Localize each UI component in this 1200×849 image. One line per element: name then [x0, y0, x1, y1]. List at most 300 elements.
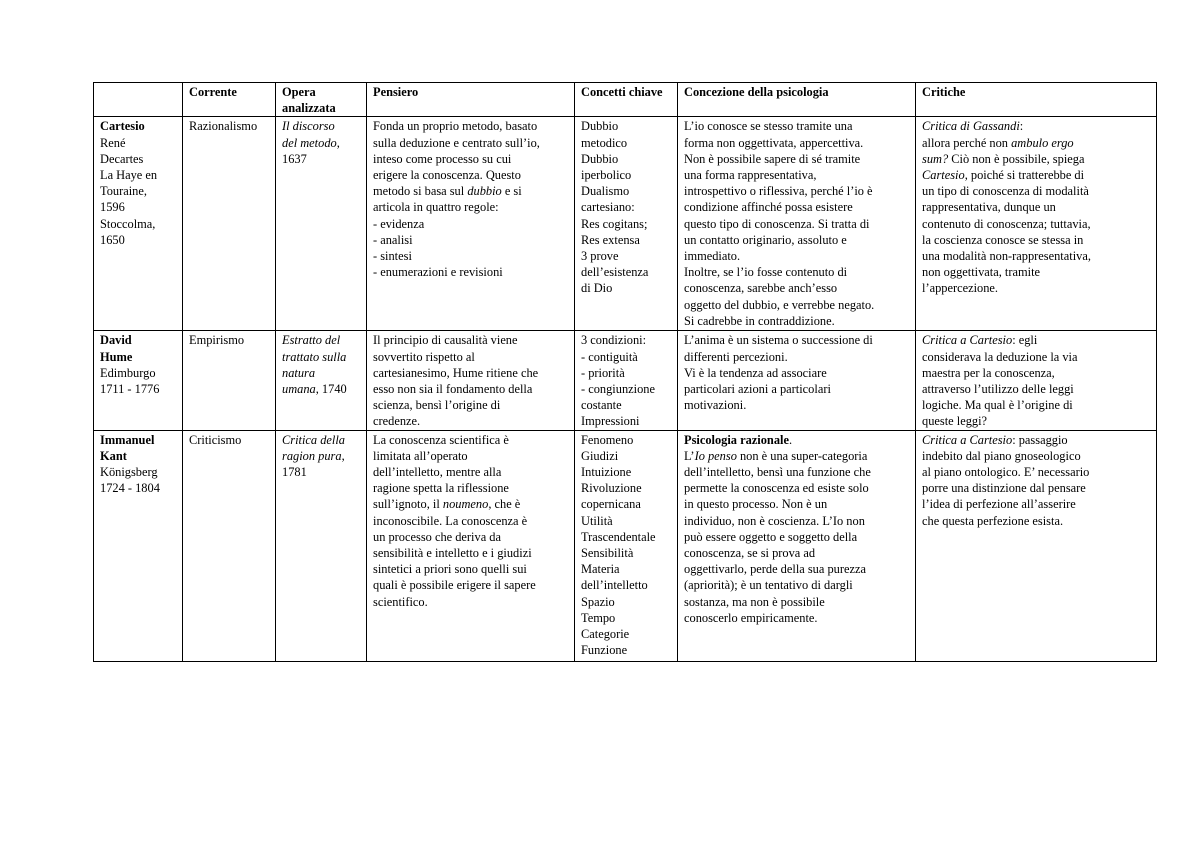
text-run: : egli	[1012, 333, 1038, 348]
text-line	[684, 151, 911, 167]
text-run: sull’ignoto, il	[373, 497, 443, 512]
text-run: un processo che deriva da	[373, 529, 501, 544]
text-run: di Dio	[581, 281, 613, 296]
text-line	[581, 280, 673, 296]
text-run: attraverso l’utilizzo delle leggi	[922, 382, 1074, 397]
text-line	[581, 365, 673, 381]
text-run: dell’esistenza	[581, 265, 649, 280]
text-run: L’	[684, 448, 695, 463]
text-run: - evidenza	[373, 216, 425, 231]
text-run: La conoscenza scientifica è	[373, 432, 509, 447]
text-line	[684, 199, 911, 215]
text-line	[684, 365, 911, 381]
text-run: Io penso	[694, 448, 737, 463]
text-line	[922, 432, 1152, 448]
text-run: scientifico.	[373, 594, 428, 609]
text-run: un contatto originario, assoluto e	[684, 232, 847, 247]
text-run: cartesiano:	[581, 200, 635, 215]
text-run: Criticismo	[189, 432, 242, 447]
text-line	[373, 365, 570, 381]
text-line	[684, 248, 911, 264]
text-line	[581, 610, 673, 626]
text-line	[922, 513, 1152, 529]
text-line	[922, 248, 1152, 264]
text-line	[922, 464, 1152, 480]
text-line	[373, 264, 570, 280]
text-line	[922, 413, 1152, 429]
text-run: Res cogitans;	[581, 216, 648, 231]
text-run: sovvertito rispetto al	[373, 349, 475, 364]
text-run: Impressioni	[581, 414, 640, 429]
text-run: L’anima è un sistema o successione di	[684, 333, 873, 348]
text-line	[684, 496, 911, 512]
text-run: differenti percezioni.	[684, 349, 788, 364]
text-run: ,	[336, 135, 340, 150]
text-line	[581, 642, 673, 658]
text-run: motivazioni.	[684, 398, 747, 413]
table-row	[94, 430, 1157, 661]
text-run: :	[1019, 119, 1024, 134]
text-run: René	[100, 135, 126, 150]
text-line	[684, 297, 911, 313]
text-line	[684, 448, 911, 464]
text-line	[581, 448, 673, 464]
text-run: Cartesio	[100, 119, 145, 134]
text-run: Hume	[100, 349, 133, 364]
text-run: natura	[282, 365, 316, 380]
text-line	[581, 199, 673, 215]
text-run: esso non sia il fondamento della	[373, 382, 533, 397]
text-line	[581, 135, 673, 151]
text-line	[373, 480, 570, 496]
text-run: - analisi	[373, 232, 413, 247]
text-run: Empirismo	[189, 333, 245, 348]
text-run: considerava la deduzione la via	[922, 349, 1078, 364]
text-run: erigere la conoscenza. Questo	[373, 168, 521, 183]
text-run: conoscenza, sarebbe anch’esso	[684, 281, 838, 296]
text-line	[373, 248, 570, 264]
text-run: limitata all’operato	[373, 448, 468, 463]
text-line	[189, 432, 271, 448]
text-line	[922, 397, 1152, 413]
text-run: dell’intelletto, bensì una funzione che	[684, 465, 871, 480]
text-run: che questa perfezione esista.	[922, 513, 1064, 528]
text-run: Non è possibile sapere di sé tramite	[684, 151, 861, 166]
text-run: Dubbio	[581, 119, 619, 134]
text-run: L’io conosce se stesso tramite una	[684, 119, 853, 134]
text-line	[581, 118, 673, 134]
text-line	[922, 264, 1152, 280]
text-line	[922, 496, 1152, 512]
text-line	[100, 365, 178, 381]
text-run: Intuizione	[581, 465, 632, 480]
text-line	[581, 381, 673, 397]
text-line	[100, 480, 178, 496]
text-run: ragion pura	[282, 448, 342, 463]
text-run: 3 condizioni:	[581, 333, 647, 348]
text-line	[100, 381, 178, 397]
text-line	[373, 135, 570, 151]
cell-concetti	[575, 331, 678, 430]
text-run: ambulo ergo	[1011, 135, 1074, 150]
cell-psicologia	[678, 331, 916, 430]
text-line	[100, 135, 178, 151]
cell-critiche	[916, 117, 1157, 331]
text-run: logiche. Ma qual è l’origine di	[922, 398, 1073, 413]
text-line	[922, 135, 1152, 151]
text-line	[373, 496, 570, 512]
text-line	[373, 561, 570, 577]
text-run: inteso come processo su cui	[373, 151, 512, 166]
text-line	[373, 413, 570, 429]
text-run: Ciò non è possibile, spiega	[948, 151, 1085, 166]
text-line	[100, 349, 178, 365]
text-run: rappresentativa, dunque un	[922, 200, 1056, 215]
text-run: in questo processo. Non è un	[684, 497, 828, 512]
text-run: dell’intelletto	[581, 578, 648, 593]
text-line	[922, 151, 1152, 167]
text-line	[581, 561, 673, 577]
text-line	[581, 413, 673, 429]
text-line	[922, 167, 1152, 183]
text-line	[581, 480, 673, 496]
cell-concetti	[575, 117, 678, 331]
text-run: Cartesio	[922, 168, 965, 183]
text-line	[373, 167, 570, 183]
text-run: Critica a Cartesio	[922, 333, 1013, 348]
text-line	[581, 216, 673, 232]
text-line	[684, 264, 911, 280]
header-cell-opera: Opera analizzata	[276, 83, 367, 117]
text-line	[922, 199, 1152, 215]
text-line	[684, 313, 911, 329]
text-run: .	[788, 432, 793, 447]
text-run: cartesianesimo, Hume ritiene che	[373, 365, 539, 380]
text-line	[581, 397, 673, 413]
text-run: 1596	[100, 200, 125, 215]
text-run: dubbio	[467, 184, 502, 199]
text-run: sulla deduzione e centrato sull’io,	[373, 135, 540, 150]
text-line	[373, 183, 570, 199]
cell-corrente	[183, 430, 276, 661]
text-line	[684, 594, 911, 610]
header-cell-critiche: Critiche	[916, 83, 1157, 117]
text-run: sostanza, ma non è possibile	[684, 594, 825, 609]
text-run: contenuto di conoscenza; tuttavia,	[922, 216, 1091, 231]
text-line	[373, 151, 570, 167]
text-run: oggetto del dubbio, e verrebbe negato.	[684, 297, 875, 312]
text-line	[100, 183, 178, 199]
text-line	[100, 151, 178, 167]
text-line	[684, 432, 911, 448]
text-run: al piano ontologico. E’ necessario	[922, 465, 1090, 480]
text-line	[282, 332, 362, 348]
text-run: - sintesi	[373, 249, 412, 264]
text-run: iperbolico	[581, 168, 632, 183]
text-run: questo tipo di conoscenza. Si tratta di	[684, 216, 870, 231]
cell-filosofo	[94, 117, 183, 331]
text-run: quali è possibile erigere il sapere	[373, 578, 536, 593]
text-run: , che è	[488, 497, 521, 512]
text-run: La Haye en	[100, 168, 158, 183]
text-run: Dualismo	[581, 184, 630, 199]
text-run: costante	[581, 398, 622, 413]
text-run: - congiunzione	[581, 382, 655, 397]
text-line	[922, 332, 1152, 348]
text-run: 1711 - 1776	[100, 382, 160, 397]
text-line	[581, 248, 673, 264]
text-run: noumeno	[442, 497, 489, 512]
text-line	[581, 626, 673, 642]
text-run: queste leggi?	[922, 414, 988, 429]
text-line	[684, 513, 911, 529]
text-line	[373, 545, 570, 561]
text-run: articola in quattro regole:	[373, 200, 499, 215]
text-run: Vi è la tendenza ad associare	[684, 365, 827, 380]
text-run: ,	[341, 448, 345, 463]
text-run: l’idea di perfezione all’asserire	[922, 497, 1076, 512]
text-run: Stoccolma,	[100, 216, 156, 231]
text-line	[581, 332, 673, 348]
text-line	[581, 496, 673, 512]
text-run: 3 prove	[581, 249, 619, 264]
text-run: oggettivarlo, perde della sua purezza	[684, 562, 866, 577]
text-run: metodico	[581, 135, 628, 150]
text-line	[581, 349, 673, 365]
cell-filosofo	[94, 430, 183, 661]
text-line	[922, 448, 1152, 464]
cell-psicologia	[678, 117, 916, 331]
text-line	[373, 349, 570, 365]
text-line	[684, 118, 911, 134]
text-line	[373, 529, 570, 545]
text-run: indebito dal piano gnoseologico	[922, 448, 1081, 463]
text-line	[684, 529, 911, 545]
cell-pensiero	[367, 331, 575, 430]
header-cell-concetti: Concetti chiave	[575, 83, 678, 117]
text-run: credenze.	[373, 414, 421, 429]
text-run: - priorità	[581, 365, 625, 380]
text-run: metodo si basa sul	[373, 184, 468, 199]
text-line	[684, 381, 911, 397]
text-line	[282, 135, 362, 151]
text-run: ragione spetta la riflessione	[373, 481, 509, 496]
text-run: condizione affinché possa esistere	[684, 200, 853, 215]
text-run: Rivoluzione	[581, 481, 642, 496]
text-line	[684, 232, 911, 248]
text-run: Kant	[100, 448, 127, 463]
text-run: porre una distinzione dal pensare	[922, 481, 1086, 496]
text-run: Razionalismo	[189, 119, 258, 134]
text-line	[922, 480, 1152, 496]
text-line	[373, 448, 570, 464]
text-line	[100, 432, 178, 448]
text-run: Giudizi	[581, 448, 619, 463]
text-line	[282, 464, 362, 480]
text-line	[100, 332, 178, 348]
text-run: David	[100, 333, 132, 348]
text-line	[922, 232, 1152, 248]
text-run: Decartes	[100, 151, 144, 166]
text-line	[684, 561, 911, 577]
text-line	[373, 594, 570, 610]
text-line	[100, 232, 178, 248]
text-run: Inoltre, se l’io fosse contenuto di	[684, 265, 848, 280]
text-run: Utilità	[581, 513, 613, 528]
text-line	[581, 167, 673, 183]
text-run: scienza, bensì l’origine di	[373, 398, 501, 413]
text-line	[922, 381, 1152, 397]
text-line	[189, 118, 271, 134]
text-line	[189, 332, 271, 348]
text-run: Il discorso	[282, 119, 335, 134]
text-line	[581, 545, 673, 561]
text-run: non oggettivata, tramite	[922, 265, 1041, 280]
text-line	[373, 432, 570, 448]
text-run: : passaggio	[1012, 432, 1068, 447]
text-run: Königsberg	[100, 465, 158, 480]
text-run: Fenomeno	[581, 432, 634, 447]
text-run: - enumerazioni e revisioni	[373, 265, 503, 280]
text-line	[922, 280, 1152, 296]
text-run: la coscienza conosce se stessa in	[922, 232, 1084, 247]
text-run: conoscerlo empiricamente.	[684, 610, 818, 625]
text-run: Critica di Gassandi	[922, 119, 1020, 134]
cell-opera	[276, 117, 367, 331]
text-run: Critica della	[282, 432, 345, 447]
text-run: 1650	[100, 232, 125, 247]
table-row	[94, 331, 1157, 430]
text-line	[684, 480, 911, 496]
text-run: una forma rappresentativa,	[684, 168, 817, 183]
text-run: Sensibilità	[581, 546, 634, 561]
text-line	[373, 232, 570, 248]
text-run: copernicana	[581, 497, 641, 512]
text-run: Fonda un proprio metodo, basato	[373, 119, 538, 134]
text-run: particolari azioni a particolari	[684, 382, 831, 397]
header-cell-corrente: Corrente	[183, 83, 276, 117]
text-run: 1781	[282, 465, 307, 480]
text-line	[581, 464, 673, 480]
text-run: Psicologia razionale	[684, 432, 789, 447]
text-line	[684, 610, 911, 626]
text-run: allora perché non	[922, 135, 1012, 150]
philosophy-table	[93, 82, 1157, 662]
text-line	[100, 199, 178, 215]
text-line	[581, 594, 673, 610]
text-line	[922, 216, 1152, 232]
text-line	[581, 151, 673, 167]
text-run: Immanuel	[100, 432, 155, 447]
text-line	[373, 381, 570, 397]
header-cell-pensiero: Pensiero	[367, 83, 575, 117]
text-run: permette la conoscenza ed esiste solo	[684, 481, 869, 496]
text-run: , poiché si tratterebbe di	[964, 168, 1085, 183]
text-line	[922, 365, 1152, 381]
cell-corrente	[183, 331, 276, 430]
text-line	[282, 365, 362, 381]
text-run: , 1740	[315, 382, 347, 397]
cell-concetti	[575, 430, 678, 661]
text-run: Categorie	[581, 627, 630, 642]
text-line	[282, 118, 362, 134]
text-run: immediato.	[684, 249, 741, 264]
text-run: (apriorità); è un tentativo di dargli	[684, 578, 853, 593]
text-run: Touraine,	[100, 184, 147, 199]
text-run: Dubbio	[581, 151, 619, 166]
text-run: una modalità non-rappresentativa,	[922, 249, 1091, 264]
text-run: un tipo di conoscenza di modalità	[922, 184, 1089, 199]
text-line	[922, 118, 1152, 134]
text-line	[373, 216, 570, 232]
text-line	[100, 167, 178, 183]
text-line	[581, 577, 673, 593]
text-run: - contiguità	[581, 349, 638, 364]
text-line	[581, 432, 673, 448]
cell-filosofo	[94, 331, 183, 430]
cell-pensiero	[367, 117, 575, 331]
text-run: non è una super-categoria	[736, 448, 868, 463]
text-line	[282, 432, 362, 448]
text-run: Critica a Cartesio	[922, 432, 1013, 447]
text-run: Materia	[581, 562, 620, 577]
cell-corrente	[183, 117, 276, 331]
cell-pensiero	[367, 430, 575, 661]
text-run: del metodo	[282, 135, 337, 150]
text-run: e si	[501, 184, 522, 199]
text-run: Trascendentale	[581, 529, 656, 544]
text-line	[373, 199, 570, 215]
text-line	[922, 349, 1152, 365]
text-run: conoscenza, se si prova ad	[684, 546, 816, 561]
text-run: Estratto del	[282, 333, 341, 348]
text-line	[684, 397, 911, 413]
text-run: sintetici a priori sono quelli sui	[373, 562, 527, 577]
text-line	[684, 167, 911, 183]
text-line	[684, 280, 911, 296]
text-run: sum?	[922, 151, 949, 166]
header-row	[94, 83, 1157, 117]
text-line	[373, 513, 570, 529]
text-run: l’appercezione.	[922, 281, 999, 296]
text-line	[373, 118, 570, 134]
text-line	[684, 216, 911, 232]
text-run: Spazio	[581, 594, 615, 609]
header-cell-psicologia: Concezione della psicologia	[678, 83, 916, 117]
text-line	[581, 529, 673, 545]
text-run: Si cadrebbe in contraddizione.	[684, 313, 835, 328]
text-line	[684, 545, 911, 561]
text-line	[100, 448, 178, 464]
cell-psicologia	[678, 430, 916, 661]
text-line	[373, 332, 570, 348]
text-run: forma non oggettivata, appercettiva.	[684, 135, 864, 150]
cell-critiche	[916, 331, 1157, 430]
text-line	[100, 464, 178, 480]
text-run: Tempo	[581, 610, 616, 625]
text-run: può essere oggetto e soggetto della	[684, 529, 858, 544]
text-line	[581, 513, 673, 529]
text-run: maestra per la conoscenza,	[922, 365, 1055, 380]
text-line	[684, 332, 911, 348]
cell-critiche	[916, 430, 1157, 661]
text-line	[684, 349, 911, 365]
text-line	[684, 577, 911, 593]
table-row	[94, 117, 1157, 331]
header-cell-empty	[94, 83, 183, 117]
text-run: 1724 - 1804	[100, 481, 160, 496]
text-line	[581, 183, 673, 199]
